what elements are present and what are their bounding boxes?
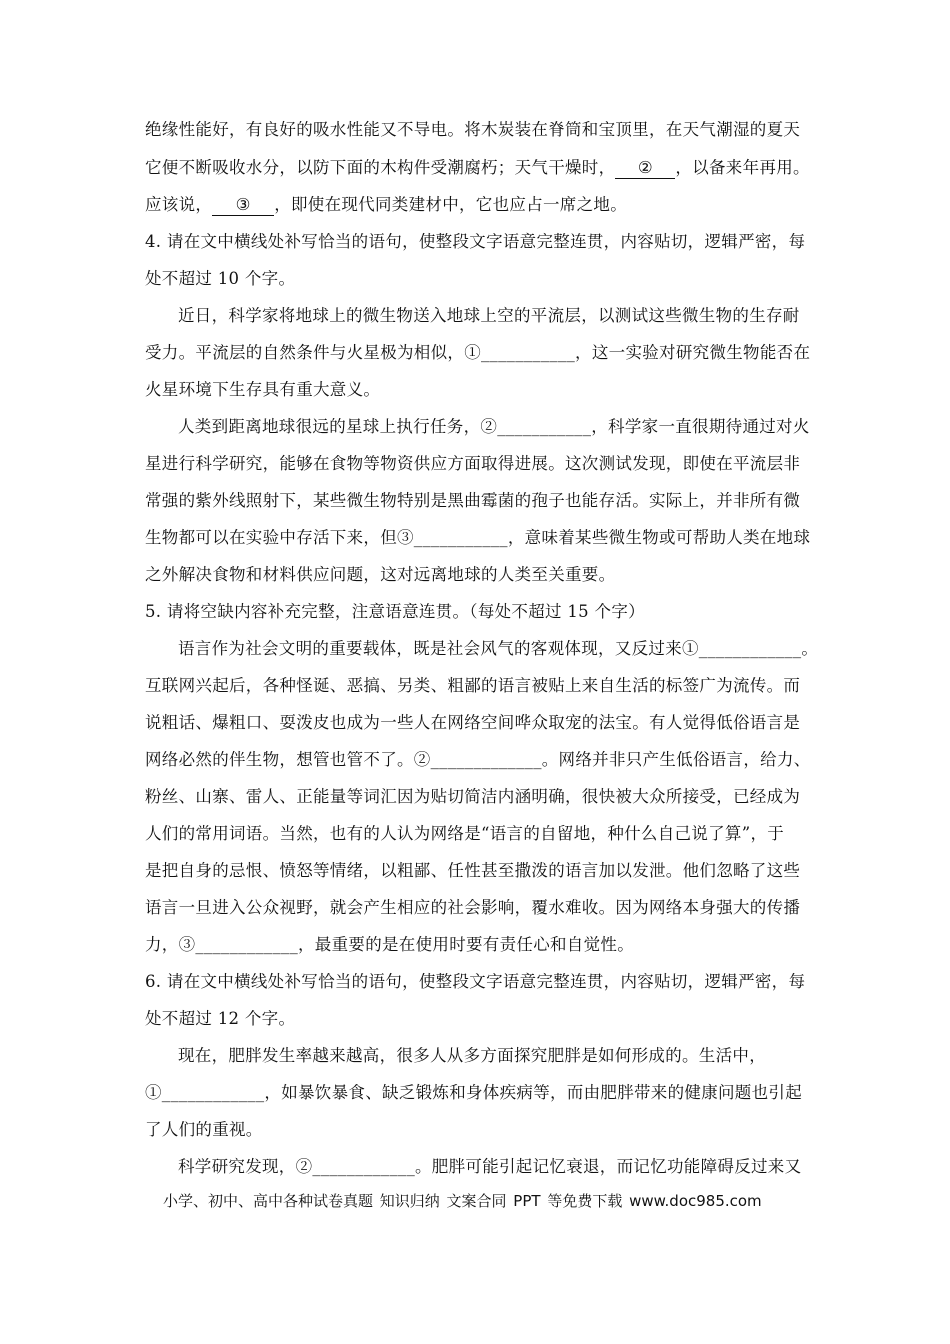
blank-2: ② [615, 158, 675, 179]
paragraph-line: 绝缘性能好，有良好的吸水性能又不导电。将木炭装在脊筒和宝顶里，在天气潮湿的夏天 [145, 120, 801, 139]
paragraph-line: 语言作为社会文明的重要载体，既是社会风气的客观体现，又反过来①____________。 [178, 639, 819, 658]
paragraph-line [145, 156, 825, 180]
paragraph-line: 了人们的重视。 [145, 1120, 263, 1139]
paragraph-line: 人类到距离地球很远的星球上执行任务，②___________，科学家一直很期待通过对火 [178, 417, 810, 436]
paragraph-line: 受力。平流层的自然条件与火星极为相似，①___________，这一实验对研究微生物能否在 [145, 343, 811, 362]
line-text: ，即使在现代同类建材中，它也应占一席之地。 [274, 195, 628, 214]
paragraph-line: 网络必然的伴生物，想管也管不了。②_____________。网络并非只产生低俗语言，给力、 [145, 750, 811, 769]
paragraph-line: ①____________，如暴饮暴食、缺乏锻炼和身体疾病等，而由肥胖带来的健康问题也引起 [145, 1083, 802, 1102]
paragraph-line: 现在，肥胖发生率越来越高，很多人从多方面探究肥胖是如何形成的。生活中， [178, 1046, 766, 1065]
paragraph-line: 科学研究发现，②____________。肥胖可能引起记忆衰退，而记忆功能障碍反过来又 [178, 1157, 802, 1176]
line-text: ，以备来年再用。 [675, 158, 810, 177]
paragraph-line: 互联网兴起后，各种怪诞、恶搞、另类、粗鄙的语言被贴上来自生活的标签广为流传。而 [145, 676, 801, 695]
paragraph-line: 火星环境下生存具有重大意义。 [145, 380, 381, 399]
question-6-stem-end: 处不超过 12 个字。 [145, 1009, 296, 1028]
paragraph-line: 常强的紫外线照射下，某些微生物特别是黑曲霉菌的孢子也能存活。实际上，并非所有微 [145, 491, 801, 510]
line-text: 它便不断吸收水分，以防下面的木构件受潮腐朽；天气干燥时， [145, 158, 616, 177]
question-6-stem: 6. 请在文中横线处补写恰当的语句，使整段文字语意完整连贯，内容贴切，逻辑严密，每 [145, 972, 806, 991]
paragraph-line: 粉丝、山寨、雷人、正能量等词汇因为贴切简洁内涵明确，很快被大众所接受，已经成为 [145, 787, 801, 806]
line-text: 应该说， [145, 195, 213, 214]
blank-3: ③ [212, 195, 274, 216]
paragraph-line: 近日，科学家将地球上的微生物送入地球上空的平流层，以测试这些微生物的生存耐 [178, 306, 800, 325]
question-4-stem: 4. 请在文中横线处补写恰当的语句，使整段文字语意完整连贯，内容贴切，逻辑严密，每 [145, 232, 806, 251]
paragraph-line: 语言一旦进入公众视野，就会产生相应的社会影响，覆水难收。因为网络本身强大的传播 [145, 898, 801, 917]
paragraph-line: 星进行科学研究，能够在食物等物资供应方面取得进展。这次测试发现，即使在平流层非 [145, 454, 801, 473]
paragraph-line: 力，③____________，最重要的是在使用时要有责任心和自觉性。 [145, 935, 634, 954]
paragraph-line: 人们的常用词语。当然，也有的人认为网络是“语言的自留地，种什么自己说了算”，于 [145, 824, 785, 843]
footer-text: 小学、初中、高中各种试卷真题 知识归纳 文案合同 PPT 等免费下载 www.doc985.com [163, 1192, 762, 1210]
question-5-stem: 5. 请将空缺内容补充完整，注意语意连贯。（每处不超过 15 个字） [145, 602, 645, 621]
paragraph-line: 之外解决食物和材料供应问题，这对远离地球的人类至关重要。 [145, 565, 616, 584]
paragraph-line: 是把自身的忌恨、愤怒等情绪，以粗鄙、任性甚至撒泼的语言加以发泄。他们忽略了这些 [145, 861, 801, 880]
paragraph-line: 说粗话、爆粗口、耍泼皮也成为一些人在网络空间哗众取宠的法宝。有人觉得低俗语言是 [145, 713, 801, 732]
paragraph-line [145, 193, 825, 217]
question-4-stem-end: 处不超过 10 个字。 [145, 269, 296, 288]
paragraph-line: 生物都可以在实验中存活下来，但③___________，意味着某些微生物或可帮助人类在地球 [145, 528, 811, 547]
